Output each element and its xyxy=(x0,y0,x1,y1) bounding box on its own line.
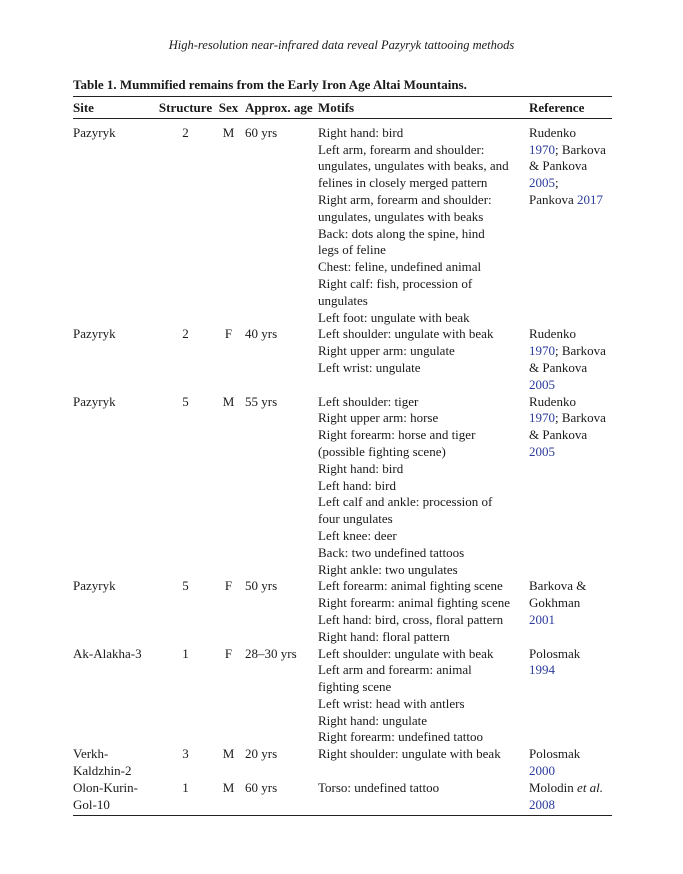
running-header: High-resolution near-infrared data reveal Pazyryk tattooing methods xyxy=(168,38,515,52)
reference-link[interactable]: 1970 xyxy=(529,343,555,359)
motif-line: Left shoulder: ungulate with beak xyxy=(318,645,494,661)
cell-reference: Molodin et al. 2008 xyxy=(529,779,604,812)
cell-site: Pazyryk xyxy=(73,326,116,342)
motif-line: Left hand: bird xyxy=(318,477,396,493)
cell-structure: 1 xyxy=(182,645,189,661)
mummified-remains-table xyxy=(73,98,612,813)
motif-line: Right arm, forearm and shoulder: xyxy=(318,191,492,207)
reference-link[interactable]: 1994 xyxy=(529,662,555,678)
reference-link[interactable]: 2008 xyxy=(529,796,555,812)
cell-structure: 5 xyxy=(182,393,189,409)
cell-site: Pazyryk xyxy=(73,578,116,594)
motif-line: Right forearm: horse and tiger xyxy=(318,427,476,443)
table-caption: Table 1. Mummified remains from the Early Iron Age Altai Mountains. xyxy=(73,77,467,92)
table-top-rule xyxy=(73,96,612,97)
reference-link[interactable]: 2017 xyxy=(577,191,604,207)
motif-line: four ungulates xyxy=(318,511,393,527)
cell-sex: F xyxy=(224,326,233,342)
motif-line: Right upper arm: horse xyxy=(318,410,439,426)
header-sex: Sex xyxy=(218,100,239,115)
cell-structure: 2 xyxy=(182,124,189,140)
motif-line: Left shoulder: tiger xyxy=(318,393,419,409)
motif-line: felines in closely merged pattern xyxy=(318,175,488,191)
cell-age: 60 yrs xyxy=(245,779,278,795)
motif-line: Left calf and ankle: procession of xyxy=(318,494,493,510)
cell-motifs xyxy=(318,780,529,814)
cell-structure: 5 xyxy=(182,578,189,594)
cell-structure: 1 xyxy=(182,779,189,795)
motif-line: Left wrist: head with antlers xyxy=(318,695,465,711)
table-row xyxy=(73,646,612,747)
cell-motifs xyxy=(318,394,529,579)
reference-link[interactable]: 2005 xyxy=(529,376,555,392)
header-age: Approx. age xyxy=(245,100,313,115)
table-row xyxy=(73,394,612,579)
cell-sex: F xyxy=(224,645,233,661)
motif-line: Right hand: floral pattern xyxy=(318,628,450,644)
reference-link[interactable]: 2000 xyxy=(529,763,555,779)
motif-line: Back: dots along the spine, hind xyxy=(318,225,485,241)
cell-age: 55 yrs xyxy=(245,393,278,409)
reference-link[interactable]: 2001 xyxy=(529,611,555,627)
cell-motifs xyxy=(318,578,529,645)
motif-line: Chest: feline, undefined animal xyxy=(318,259,482,275)
motif-line: Left foot: ungulate with beak xyxy=(318,309,470,325)
motif-line: Back: two undefined tattoos xyxy=(318,544,465,560)
motif-line: Right forearm: animal fighting scene xyxy=(318,595,511,611)
motif-line: Left knee: deer xyxy=(318,527,397,543)
table-row xyxy=(73,326,612,393)
cell-sex: M xyxy=(222,746,235,762)
motif-line: Torso: undefined tattoo xyxy=(318,779,440,795)
table-row xyxy=(73,746,612,780)
motif-line: Right hand: bird xyxy=(318,124,404,140)
motif-line: Left arm and forearm: animal xyxy=(318,662,472,678)
cell-motifs xyxy=(318,646,529,747)
header-site: Site xyxy=(73,100,94,115)
cell-age: 50 yrs xyxy=(245,578,278,594)
motif-line: Left shoulder: ungulate with beak xyxy=(318,326,494,342)
cell-reference: Rudenko 1970; Barkova & Pankova 2005 xyxy=(529,393,606,459)
cell-sex: M xyxy=(222,124,235,140)
cell-sex: F xyxy=(224,578,233,594)
cell-age: 40 yrs xyxy=(245,326,278,342)
motif-line: ungulates xyxy=(318,292,368,308)
cell-motifs xyxy=(318,120,529,327)
cell-sex: M xyxy=(222,393,235,409)
cell-site: Verkh- Kaldzhin-2 xyxy=(73,746,132,779)
motif-line: Left wrist: ungulate xyxy=(318,359,421,375)
header-motifs: Motifs xyxy=(318,100,355,115)
cell-motifs xyxy=(318,326,529,393)
motif-line: Left hand: bird, cross, floral pattern xyxy=(318,611,504,627)
cell-site: Ak-Alakha-3 xyxy=(73,645,142,661)
motif-line: legs of feline xyxy=(318,242,386,258)
cell-reference: Polosmak 1994 xyxy=(529,645,581,678)
motif-line: Right hand: ungulate xyxy=(318,712,428,728)
motif-line: ungulates, ungulates with beaks, and xyxy=(318,158,509,174)
header-structure: Structure xyxy=(158,100,213,115)
cell-site: Olon-Kurin- Gol-10 xyxy=(73,779,138,812)
reference-link[interactable]: 1970 xyxy=(529,410,555,426)
reference-link[interactable]: 2005 xyxy=(529,175,555,191)
cell-age: 60 yrs xyxy=(245,124,278,140)
reference-link[interactable]: 1970 xyxy=(529,141,555,157)
table-row xyxy=(73,120,612,327)
table-row xyxy=(73,780,612,814)
reference-link[interactable]: 2005 xyxy=(529,443,555,459)
cell-reference: Rudenko 1970; Barkova & Pankova 2005 xyxy=(529,326,606,392)
cell-reference: Barkova & Gokhman 2001 xyxy=(529,578,587,627)
table-row xyxy=(73,578,612,645)
cell-structure: 3 xyxy=(182,746,189,762)
motif-line: ungulates, ungulates with beaks xyxy=(318,208,484,224)
cell-age: 28–30 yrs xyxy=(245,645,297,661)
cell-sex: M xyxy=(222,779,235,795)
table-bottom-rule xyxy=(73,815,612,816)
motif-line: Right shoulder: ungulate with beak xyxy=(318,746,501,762)
cell-site: Pazyryk xyxy=(73,393,116,409)
cell-reference: Rudenko 1970; Barkova & Pankova 2005; Pankova 2017 xyxy=(529,124,606,207)
motif-line: Right upper arm: ungulate xyxy=(318,343,455,359)
motif-line: Right hand: bird xyxy=(318,460,404,476)
motif-line: Left arm, forearm and shoulder: xyxy=(318,141,485,157)
motif-line: (possible fighting scene) xyxy=(318,443,446,459)
motif-line: Right ankle: two ungulates xyxy=(318,561,458,577)
motif-line: fighting scene xyxy=(318,679,392,695)
motif-line: Right calf: fish, procession of xyxy=(318,275,473,291)
cell-site: Pazyryk xyxy=(73,124,116,140)
table-header-row xyxy=(73,98,612,120)
motif-line: Right forearm: undefined tattoo xyxy=(318,729,483,745)
cell-reference: Polosmak 2000 xyxy=(529,746,581,779)
cell-age: 20 yrs xyxy=(245,746,278,762)
cell-motifs xyxy=(318,746,529,780)
header-reference: Reference xyxy=(529,100,585,115)
cell-structure: 2 xyxy=(182,326,189,342)
motif-line: Left forearm: animal fighting scene xyxy=(318,578,503,594)
